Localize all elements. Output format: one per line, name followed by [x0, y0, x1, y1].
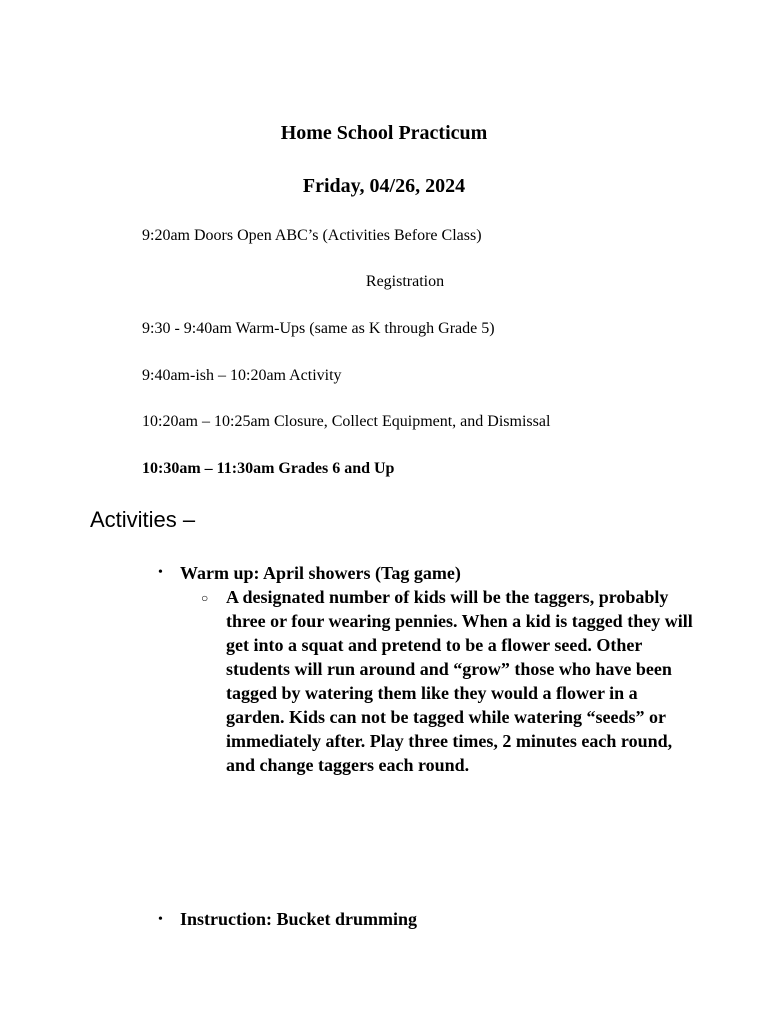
schedule-line-doors-open: 9:20am Doors Open ABC’s (Activities Before Class) — [142, 227, 482, 244]
schedule-line-registration: Registration — [365, 273, 445, 290]
bullet-icon: • — [158, 912, 163, 927]
bullet-icon: • — [158, 565, 163, 580]
schedule-line-grades-6-up: 10:30am – 11:30am Grades 6 and Up — [142, 460, 395, 477]
schedule-line-warm-ups: 9:30 - 9:40am Warm-Ups (same as K through Grade 5) — [142, 320, 495, 337]
schedule-line-closure: 10:20am – 10:25am Closure, Collect Equipment, and Dismissal — [142, 413, 551, 430]
schedule-line-activity: 9:40am-ish – 10:20am Activity — [142, 367, 342, 384]
document-title: Home School Practicum — [280, 122, 488, 144]
activities-heading: Activities – — [90, 507, 196, 532]
document-date: Friday, 04/26, 2024 — [302, 175, 466, 197]
sub-bullet-icon: ○ — [201, 591, 209, 605]
activity-item-instruction: Instruction: Bucket drumming — [180, 909, 418, 929]
activity-item-warm-up: Warm up: April showers (Tag game) — [180, 563, 461, 583]
activity-detail-warm-up: A designated number of kids will be the taggers, probably three or four wearing pennies. When a kid is tagged they will get into a squat and pretend to be a flower seed. Other students will run around and “grow” those who have been tagged by watering them like they would a flower in a garden. Kids can not be tagged while watering “seeds” or immediately after. Play three times, 2 minutes each round, and change taggers each round. — [226, 587, 693, 775]
